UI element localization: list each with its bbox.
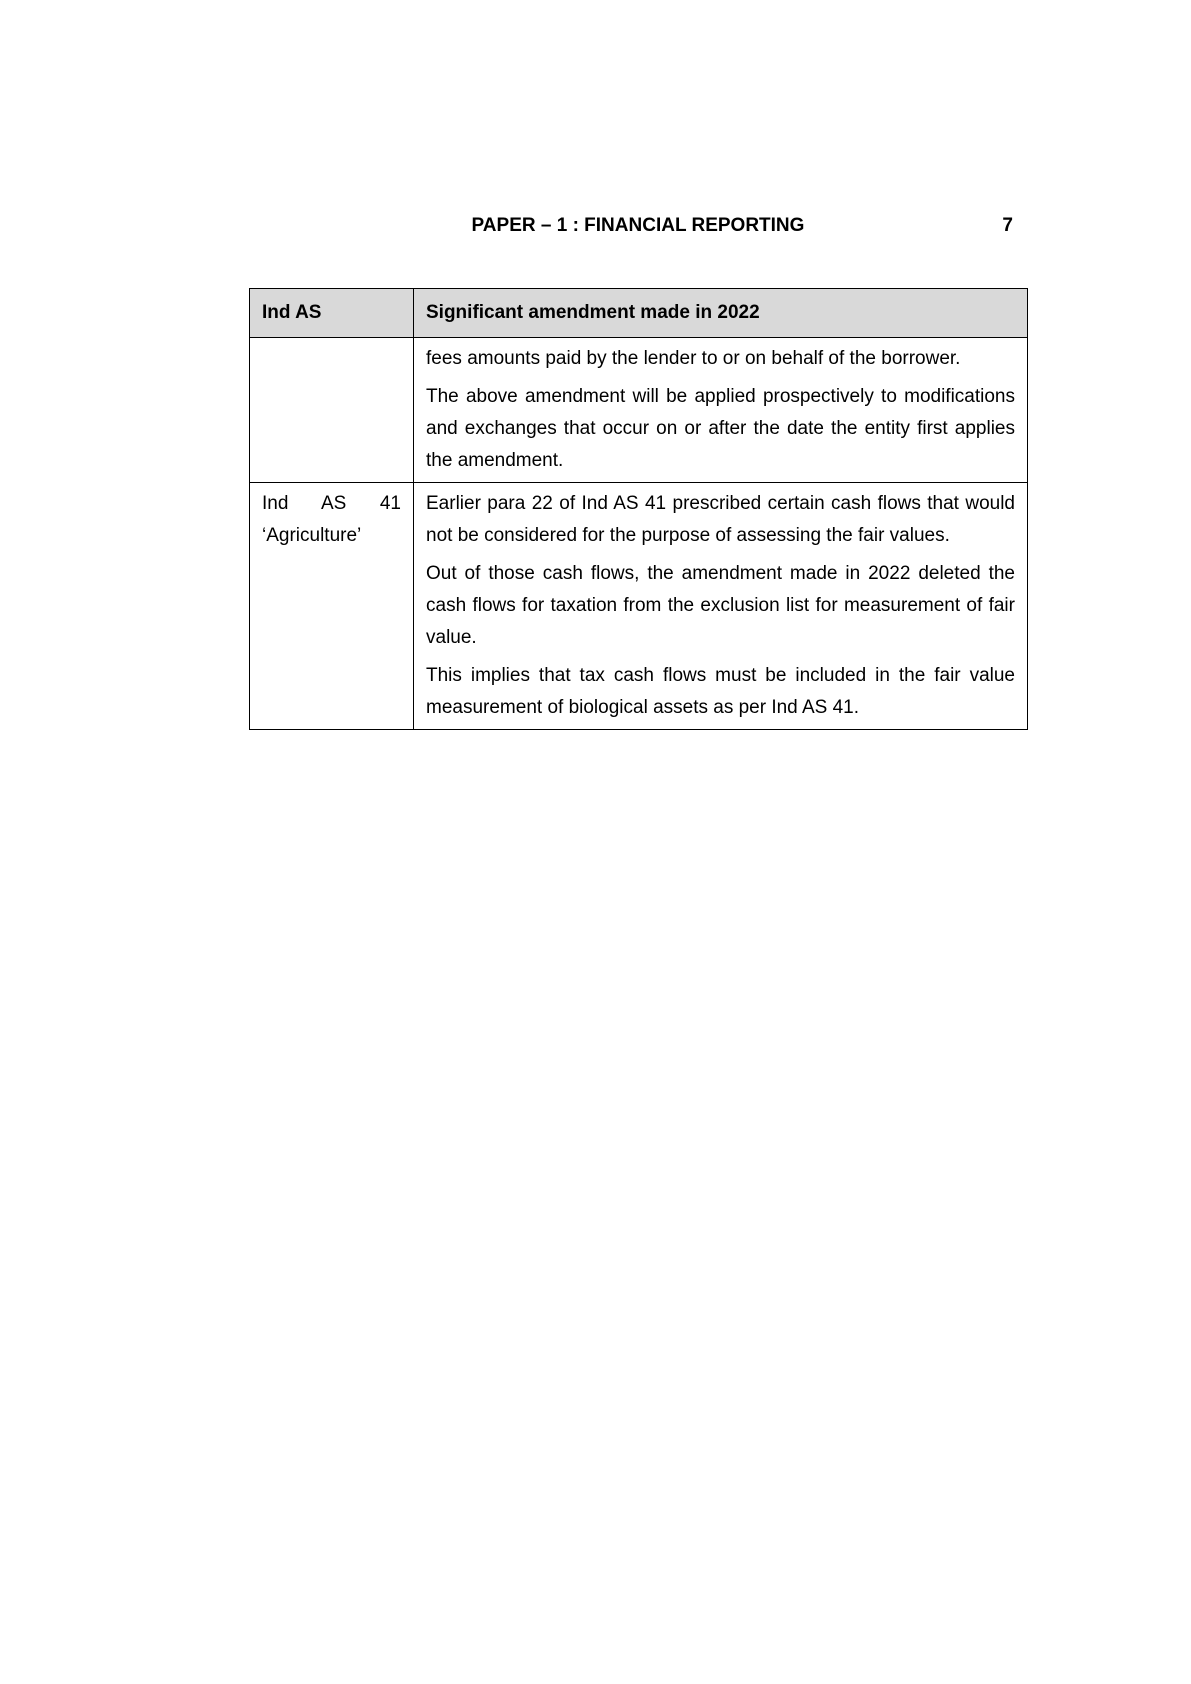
cell-amendment — [414, 338, 1028, 483]
amendment-paragraph: This implies that tax cash flows must be included in the fair value measurement of biological assets as per Ind AS 41. — [426, 665, 1015, 718]
cell-ind-as — [250, 483, 414, 730]
table-header-row — [250, 289, 1028, 338]
amendment-paragraph: Out of those cash flows, the amendment made in 2022 deleted the cash flows for taxation from the exclusion list for measurement of fair value. — [426, 563, 1015, 648]
column-header-ind-as: Ind AS — [250, 289, 414, 338]
table-row — [250, 338, 1028, 483]
page-number: 7 — [1002, 215, 1013, 236]
amendment-paragraph: fees amounts paid by the lender to or on behalf of the borrower. — [426, 348, 961, 369]
cell-amendment — [414, 483, 1028, 730]
amendment-paragraph: The above amendment will be applied prospectively to modifications and exchanges that occur on or after the date the entity first applies the amendment. — [426, 386, 1015, 471]
column-header-amendment: Significant amendment made in 2022 — [414, 289, 1028, 338]
ind-as-label: Ind AS 41 ‘Agriculture’ — [262, 493, 401, 546]
table-row — [250, 483, 1028, 730]
page-title: PAPER – 1 : FINANCIAL REPORTING — [471, 215, 805, 236]
amendment-paragraph: Earlier para 22 of Ind AS 41 prescribed certain cash flows that would not be considered for the purpose of assessing the fair values. — [426, 493, 1015, 546]
cell-ind-as — [250, 338, 414, 483]
amendments-table — [249, 288, 1028, 730]
page-header — [249, 212, 1027, 242]
